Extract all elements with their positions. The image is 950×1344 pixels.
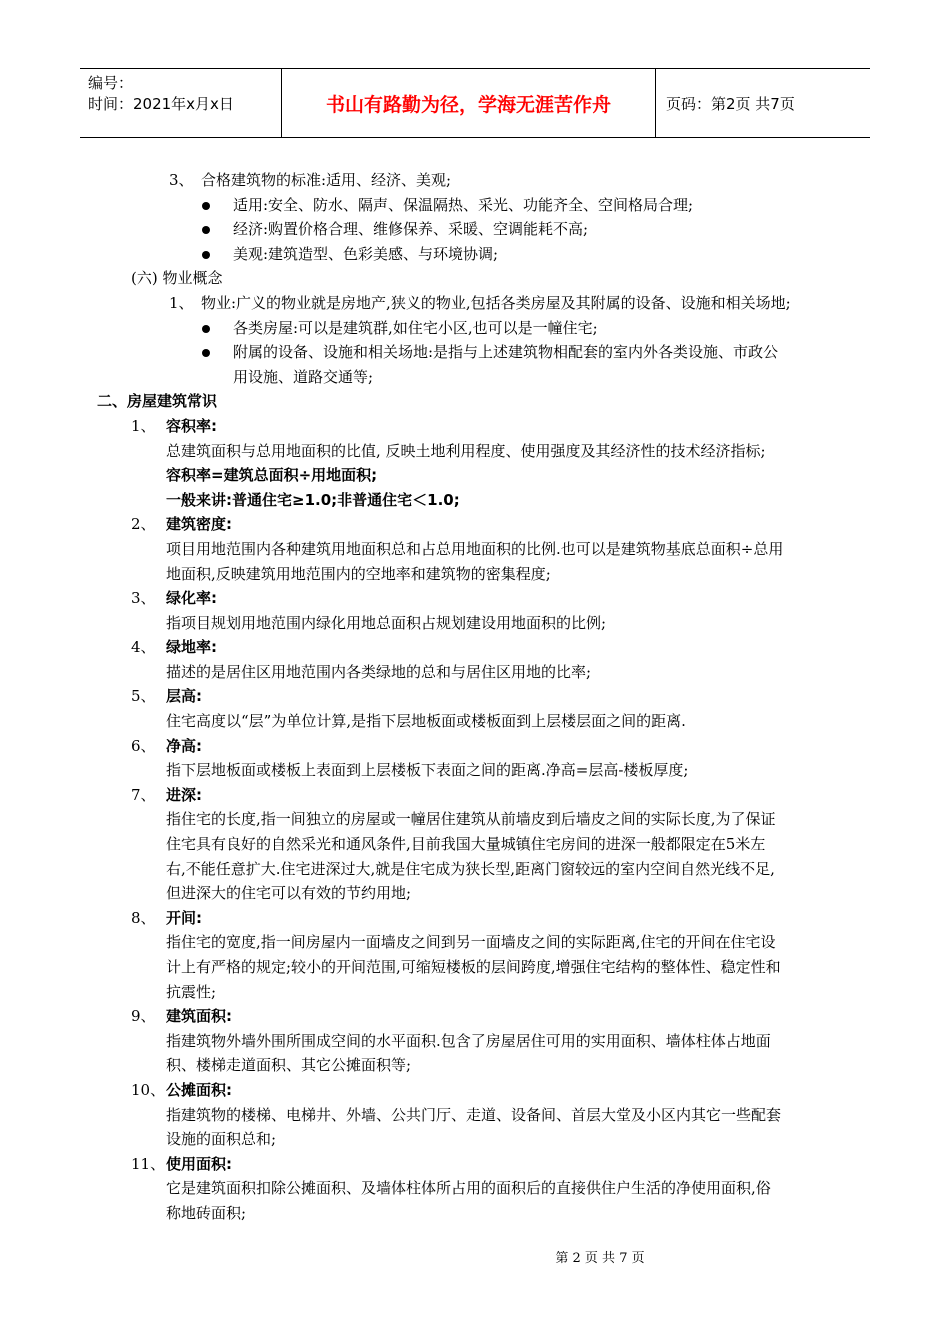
- paragraph-text: 指建筑物外墙外围所围成空间的水平面积.包含了房屋居住可用的实用面积、墙体柱体占地面: [166, 1031, 771, 1050]
- term-heading: [0, 635, 950, 660]
- paragraph-line: [0, 660, 950, 685]
- paragraph-line: [0, 709, 950, 734]
- term-heading: [0, 414, 950, 439]
- paragraph-line: [0, 980, 950, 1005]
- bullet-icon: [202, 325, 210, 333]
- paragraph-line: [0, 881, 950, 906]
- time-label: 时间：2021年x月x日: [88, 95, 234, 113]
- bullet-icon: [202, 202, 210, 210]
- paragraph-text: 它是建筑面积扣除公摊面积、及墙体柱体所占用的面积后的直接供住户生活的净使用面积,俗: [166, 1179, 771, 1198]
- term-title: 使用面积:: [166, 1154, 232, 1173]
- item-number: 1、: [169, 293, 194, 312]
- term-title: 净高:: [166, 736, 202, 755]
- number-label: 编号：: [88, 74, 134, 92]
- item-number: 8、: [131, 908, 156, 927]
- subsection-title: (六) 物业概念: [131, 269, 223, 288]
- paragraph-line: [0, 1201, 950, 1226]
- formula-text: 容积率=建筑总面积÷用地面积;: [166, 466, 378, 485]
- paragraph-text: 地面积,反映建筑用地范围内的空地率和建筑物的密集程度;: [166, 564, 551, 583]
- list-item: [0, 291, 950, 316]
- bullet-text: 用设施、道路交通等;: [233, 367, 374, 386]
- paragraph-text: 指项目规划用地范围内绿化用地总面积占规划建设用地面积的比例;: [166, 613, 607, 632]
- term-title: 绿地率:: [166, 638, 217, 657]
- header-page-info: 页码：第2页 共7页: [666, 94, 795, 113]
- paragraph-line: [0, 807, 950, 832]
- paragraph-text: 指下层地板面或楼板上表面到上层楼板下表面之间的距离.净高=层高-楼板厚度;: [166, 761, 689, 780]
- paragraph-text: 积、楼梯走道面积、其它公摊面积等;: [166, 1056, 412, 1075]
- paragraph-text: 项目用地范围内各种建筑用地面积总和占总用地面积的比例.也可以是建筑物基底总面积÷总用: [166, 539, 784, 558]
- bullet-text: 经济:购置价格合理、维修保养、采暖、空调能耗不高;: [233, 220, 589, 239]
- bullet-icon: [202, 349, 210, 357]
- page-header: [80, 68, 870, 138]
- paragraph-line: [0, 930, 950, 955]
- item-number: 10、: [131, 1080, 166, 1099]
- paragraph-line: [0, 1176, 950, 1201]
- paragraph-text: 右,不能任意扩大.住宅进深过大,就是住宅成为狭长型,距离门窗较远的室内空间自然光线不足,: [166, 859, 775, 878]
- term-title: 建筑面积:: [166, 1007, 232, 1026]
- paragraph-text: 设施的面积总和;: [166, 1130, 277, 1149]
- paragraph-line: [0, 537, 950, 562]
- item-number: 7、: [131, 785, 156, 804]
- bullet-item: [0, 242, 950, 267]
- paragraph-text: 住宅高度以“层”为单位计算,是指下层地板面或楼板面到上层楼层面之间的距离.: [166, 712, 686, 731]
- term-title: 容积率:: [166, 416, 217, 435]
- bullet-text: 美观:建筑造型、色彩美感、与环境协调;: [233, 244, 499, 263]
- document-body: [0, 168, 950, 1226]
- item-number: 6、: [131, 736, 156, 755]
- term-heading: [0, 1152, 950, 1177]
- paragraph-text: 住宅具有良好的自然采光和通风条件,目前我国大量城镇住宅房间的进深一般都限定在5米左: [166, 835, 766, 854]
- paragraph-line: [0, 611, 950, 636]
- term-heading: [0, 1078, 950, 1103]
- paragraph-line: [0, 439, 950, 464]
- term-heading: [0, 512, 950, 537]
- bullet-text: 各类房屋:可以是建筑群,如住宅小区,也可以是一幢住宅;: [233, 318, 598, 337]
- term-heading: [0, 586, 950, 611]
- term-heading: [0, 1004, 950, 1029]
- term-title: 公摊面积:: [166, 1080, 232, 1099]
- header-meta: [80, 69, 282, 137]
- paragraph-line: [0, 955, 950, 980]
- section-heading: [0, 389, 950, 414]
- item-number: 3、: [169, 171, 194, 189]
- bullet-text: 适用:安全、防水、隔声、保温隔热、采光、功能齐全、空间格局合理;: [233, 195, 694, 214]
- paragraph-text: 指住宅的长度,指一间独立的房屋或一幢居住建筑从前墙皮到后墙皮之间的实际长度,为了保证: [166, 810, 776, 829]
- bullet-item: [0, 316, 950, 341]
- paragraph-line: [0, 857, 950, 882]
- item-number: 3、: [131, 589, 156, 608]
- item-number: 4、: [131, 638, 156, 657]
- bullet-continuation: [0, 365, 950, 390]
- item-number: 9、: [131, 1007, 156, 1026]
- formula-text: 一般来讲:普通住宅≥1.0;非普通住宅＜1.0;: [166, 490, 460, 509]
- term-heading: [0, 684, 950, 709]
- footer-page-number: 第 2 页 共 7 页: [555, 1251, 645, 1266]
- paragraph-text: 总建筑面积与总用地面积的比值, 反映土地利用程度、使用强度及其经济性的技术经济指标;: [166, 441, 766, 460]
- term-title: 开间:: [166, 908, 202, 927]
- paragraph-line: [0, 1103, 950, 1128]
- formula-line: [0, 463, 950, 488]
- bullet-icon: [202, 251, 210, 259]
- term-title: 层高:: [166, 687, 202, 706]
- item-text: 物业:广义的物业就是房地产,狭义的物业,包括各类房屋及其附属的设备、设施和相关场地;: [201, 293, 791, 312]
- bullet-text: 附属的设备、设施和相关场地:是指与上述建筑物相配套的室内外各类设施、市政公: [233, 343, 779, 362]
- header-motto: 书山有路勤为径，学海无涯苦作舟: [282, 69, 656, 137]
- paragraph-text: 指住宅的宽度,指一间房屋内一面墙皮之间到另一面墙皮之间的实际距离,住宅的开间在住宅设: [166, 933, 776, 952]
- paragraph-line: [0, 1029, 950, 1054]
- paragraph-line: [0, 1053, 950, 1078]
- item-number: 5、: [131, 687, 156, 706]
- paragraph-line: [0, 562, 950, 587]
- item-number: 11、: [131, 1154, 166, 1173]
- paragraph-text: 指建筑物的楼梯、电梯井、外墙、公共门厅、走道、设备间、首层大堂及小区内其它一些配套: [166, 1105, 782, 1124]
- formula-line: [0, 488, 950, 513]
- bullet-item: [0, 193, 950, 218]
- term-heading: [0, 906, 950, 931]
- section-title: 二、房屋建筑常识: [97, 392, 218, 411]
- term-heading: [0, 734, 950, 759]
- bullet-item: [0, 217, 950, 242]
- term-title: 建筑密度:: [166, 515, 232, 534]
- paragraph-text: 计上有严格的规定;较小的开间范围,可缩短楼板的层间跨度,增强住宅结构的整体性、稳定性和: [166, 958, 781, 976]
- term-heading: [0, 783, 950, 808]
- paragraph-text: 称地砖面积;: [166, 1203, 247, 1222]
- bullet-item: [0, 340, 950, 365]
- paragraph-text: 但进深大的住宅可以有效的节约用地;: [166, 884, 412, 903]
- subsection-heading: [0, 266, 950, 291]
- term-title: 绿化率:: [166, 589, 217, 608]
- item-text: 合格建筑物的标准:适用、经济、美观;: [201, 171, 452, 189]
- paragraph-line: [0, 1127, 950, 1152]
- paragraph-line: [0, 832, 950, 857]
- item-number: 1、: [131, 416, 156, 435]
- page-footer: [0, 1247, 950, 1266]
- term-title: 进深:: [166, 785, 202, 804]
- paragraph-text: 描述的是居住区用地范围内各类绿地的总和与居住区用地的比率;: [166, 662, 592, 681]
- item-number: 2、: [131, 515, 156, 534]
- list-item: [0, 168, 950, 193]
- paragraph-text: 抗震性;: [166, 982, 217, 1001]
- bullet-icon: [202, 226, 210, 234]
- paragraph-line: [0, 758, 950, 783]
